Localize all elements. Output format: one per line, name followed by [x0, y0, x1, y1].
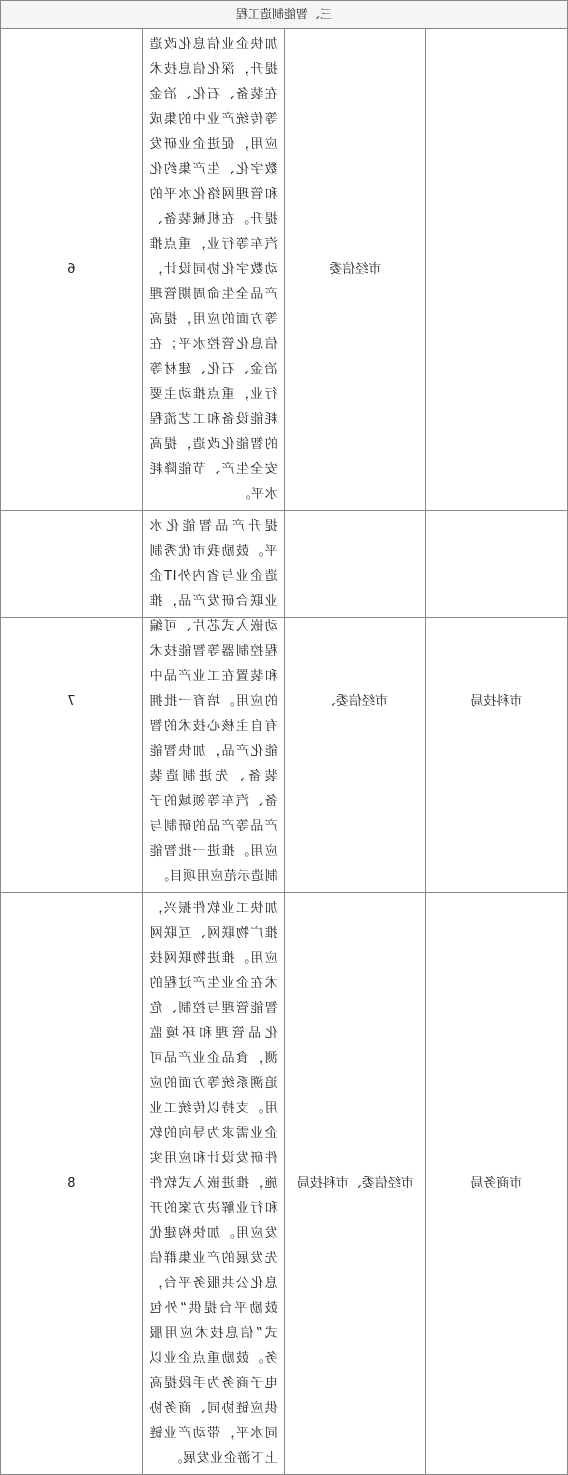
row-number: 8: [67, 1176, 76, 1191]
row-cooperate-unit: 市商务局: [470, 1176, 523, 1191]
section-title: 三、智能制造工程: [236, 7, 333, 21]
table-row: [1, 893, 568, 1475]
row-lead-unit: 市经信委、: [322, 694, 388, 709]
row-cooperate-cell: [426, 511, 568, 893]
row-number-cell: [1, 893, 143, 1475]
row-number: 7: [67, 694, 76, 709]
row-number-cell: [1, 29, 143, 511]
row-cooperate-unit: 市科技局: [470, 694, 523, 709]
row-lead-cell: [284, 511, 426, 893]
row-lead-cell: [284, 893, 426, 1475]
row-content-cell: [142, 511, 284, 893]
section-header-row: [1, 1, 568, 29]
row-cooperate-cell: [426, 29, 568, 511]
row-lead-cell: [284, 29, 426, 511]
section-title-cell: [1, 1, 568, 29]
row-cooperate-cell: [426, 893, 568, 1475]
row-content-cell: [142, 893, 284, 1475]
row-lead-unit: 市经信委: [328, 262, 381, 277]
row-content: 加快企业信息化改造提升，深化信息技术在装备、石化、冶金等传统产业中的集成应用，促进企业研发数字化、生产集约化和管理网络化水平的提升。在机械装备、汽车等行业，重点推动数字化协同设计，产品全生命周期管理等方面的应用，提高信息化管控水平；在冶金、石化、建材等行业，重点推动主要耗能设备和工艺流程的智能化改造，提高安全生产、节能降耗水平。: [148, 37, 278, 502]
row-number: 6: [67, 262, 76, 277]
row-content: 提升产品智能化水平。鼓励我市优秀制造企业与省内外IT企业联合研发产品，推动嵌入式芯片、可编程控制器等智能技术和装置在工业产品中的应用。培育一批拥有自主核心技术的智能化产品，加快智能装备、先进制造装备、汽车等领域的子产品等产品的研制与应用。推进一批智能制造示范应用项目。: [148, 519, 278, 884]
table-bottom-edge: [0, 617, 568, 622]
table-row: [1, 29, 568, 511]
row-lead-unit: 市经信委、市科技局: [296, 1176, 414, 1191]
row-number-cell: [1, 511, 143, 893]
row-content-cell: [142, 29, 284, 511]
row-content: 加快工业软件振兴，推广物联网、互联网应用。推进物联网技术在企业生产过程的智能管理与控制、危化品管理和环境监测，食品企业产品可追溯系统等方面的应用。支持以传统工业企业需求为导向的软件研发设计和应用实施，推进嵌入式软件和行业解决方案的开发应用。加快构建优先发展的产业集群信息化公共服务平台，鼓励平台提供“外包式”信息技术应用服务。鼓励重点企业以电子商务为手段提高供应链协同、商务协同水平，带动产业链上下游企业发展。: [148, 901, 278, 1466]
table-row: [1, 511, 568, 893]
